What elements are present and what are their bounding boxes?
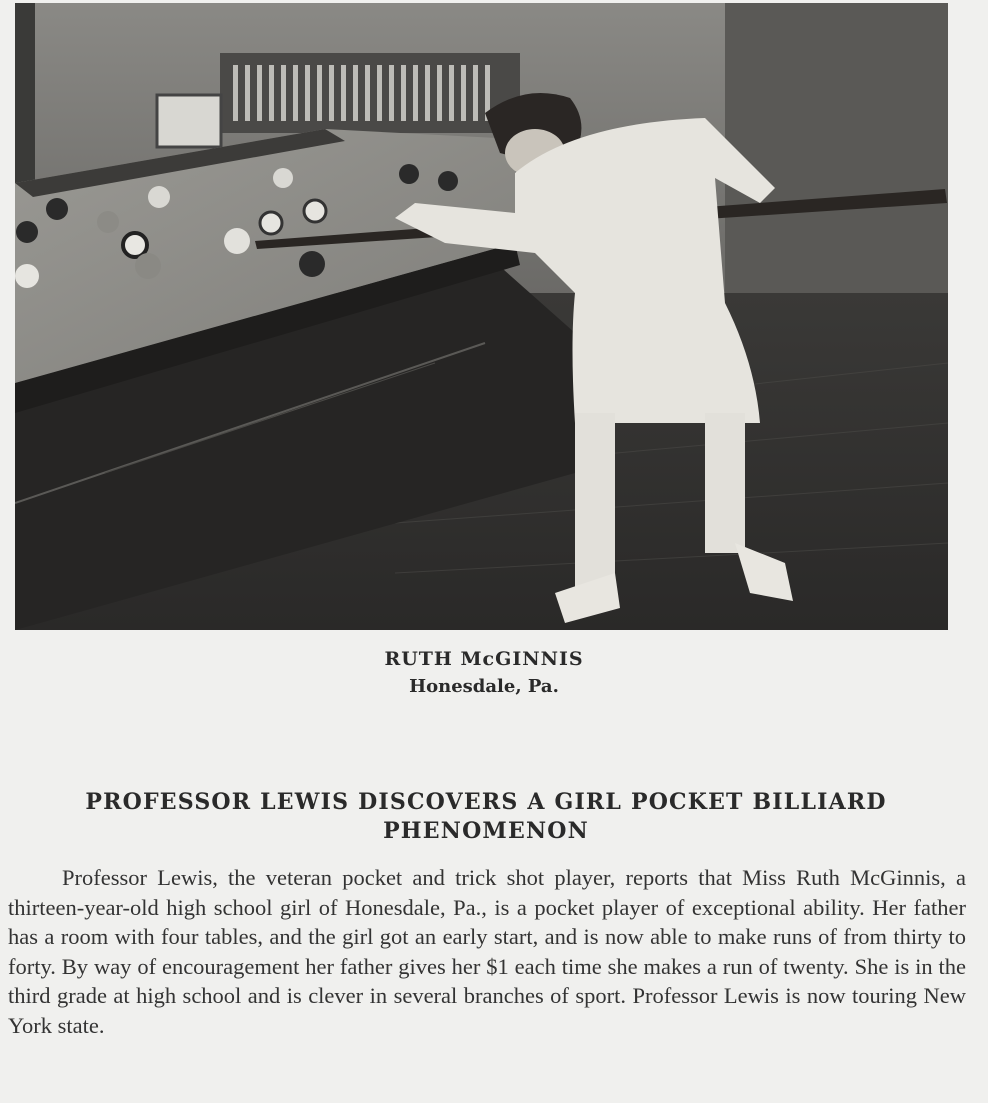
door-frame: [15, 3, 35, 183]
billiards-photo: [15, 3, 948, 630]
photo-caption-place: Honesdale, Pa.: [409, 676, 559, 697]
photo-caption-name: RUTH McGINNIS: [384, 648, 584, 670]
wall-sign: [157, 95, 221, 147]
back-wall-panel: [725, 3, 948, 303]
photo-illustration: [15, 3, 948, 630]
article-body: Professor Lewis, the veteran pocket and trick shot player, reports that Miss Ruth McGinnis, a thirteen-year-old high school girl of Honesdale, Pa., is a pocket player of exceptional ability. Her father has a room with four tables, and the girl got an early start, and is now able to make runs of from thirty to forty. By way of encouragement her father gives her $1 each time she makes a run of twenty. She is in the third grade at high school and is clever in several branches of sport. Professor Lewis is now touring New York state.: [8, 865, 966, 1038]
radiator: [220, 53, 520, 133]
article-headline: PROFESSOR LEWIS DISCOVERS A GIRL POCKET BILLIARD PHENOMENON: [85, 789, 887, 844]
